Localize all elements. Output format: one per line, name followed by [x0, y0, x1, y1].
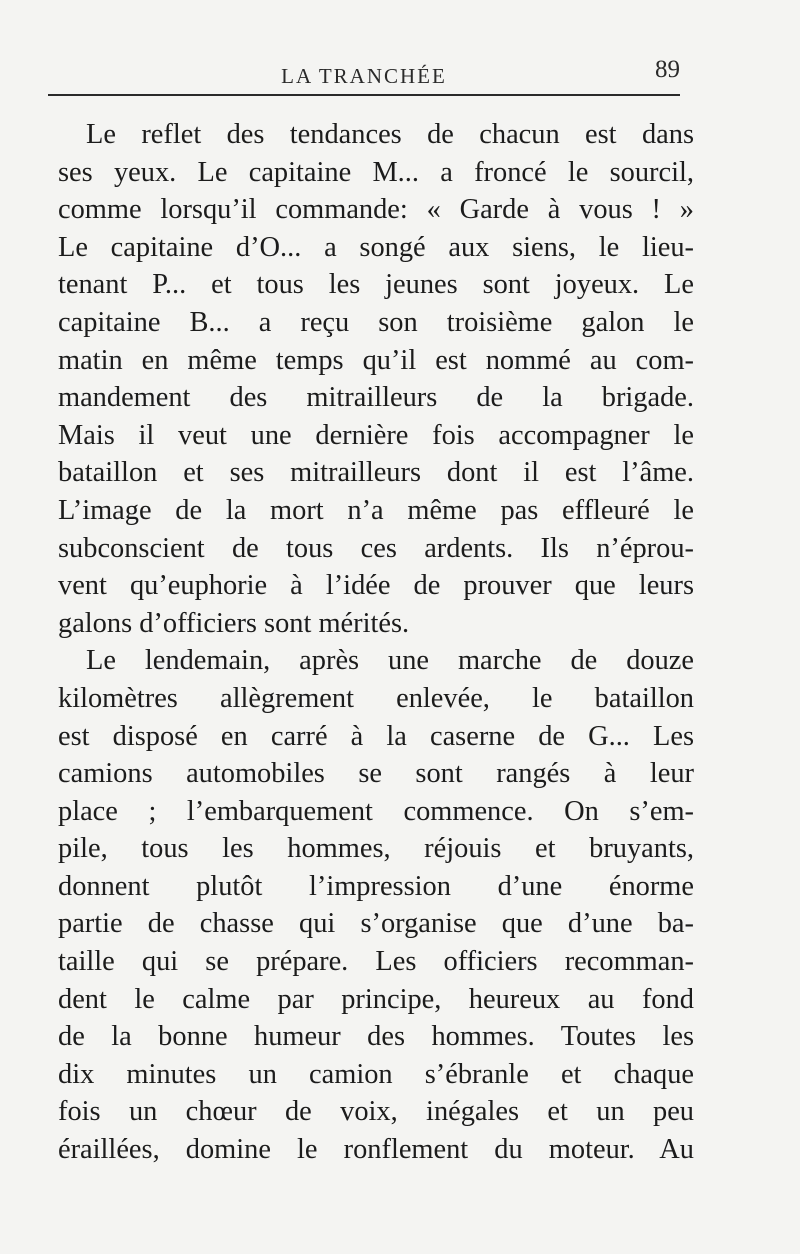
text-line: donnent plutôt l’impression d’une énorme: [58, 870, 694, 902]
text-line: Le lendemain, après une marche de douze: [86, 645, 694, 677]
text-line: kilomètres allègrement enlevée, le bataillon: [58, 682, 694, 714]
text-line: partie de chasse qui s’organise que d’une ba-: [58, 908, 694, 940]
text-line: dent le calme par principe, heureux au fond: [58, 983, 694, 1015]
text-line: mandement des mitrailleurs de la brigade.: [58, 382, 694, 414]
page-header: [48, 54, 680, 96]
text-line: ses yeux. Le capitaine M... a froncé le sourcil,: [58, 156, 694, 188]
text-line: matin en même temps qu’il est nommé au com-: [58, 344, 694, 376]
text-line: vent qu’euphorie à l’idée de prouver que leurs: [58, 570, 694, 602]
text-line: dix minutes un camion s’ébranle et chaque: [58, 1058, 694, 1090]
text-line: bataillon et ses mitrailleurs dont il est l’âme.: [58, 457, 694, 489]
text-line: Le capitaine d’O... a songé aux siens, le lieu-: [58, 231, 694, 263]
text-line: est disposé en carré à la caserne de G... Les: [58, 720, 694, 752]
text-line: de la bonne humeur des hommes. Toutes les: [58, 1021, 694, 1053]
text-line: taille qui se prépare. Les officiers recomman-: [58, 946, 694, 978]
text-line: comme lorsqu’il commande: « Garde à vous ! »: [58, 194, 694, 226]
paragraph-2: [58, 642, 694, 1168]
body-text: [58, 116, 694, 1169]
text-line: galons d’officiers sont mérités.: [58, 607, 410, 639]
text-line: place ; l’embarquement commence. On s’em-: [58, 795, 694, 827]
text-line: Le reflet des tendances de chacun est dans: [86, 119, 694, 150]
text-line: tenant P... et tous les jeunes sont joyeux. Le: [58, 269, 694, 301]
text-line: subconscient de tous ces ardents. Ils n’éprou-: [58, 532, 694, 564]
text-line: éraillées, domine le ronflement du moteur. Au: [58, 1134, 694, 1166]
running-title: LA TRANCHÉE: [281, 64, 447, 88]
paragraph-1: [58, 116, 694, 642]
text-line: camions automobiles se sont rangés à leur: [58, 758, 694, 790]
text-line: L’image de la mort n’a même pas effleuré le: [58, 494, 694, 526]
text-line: fois un chœur de voix, inégales et un peu: [58, 1096, 694, 1128]
text-line: capitaine B... a reçu son troisième galon le: [58, 306, 694, 338]
page-number: 89: [655, 56, 680, 83]
text-line: Mais il veut une dernière fois accompagner le: [58, 419, 694, 451]
text-line: pile, tous les hommes, réjouis et bruyants,: [58, 833, 694, 865]
